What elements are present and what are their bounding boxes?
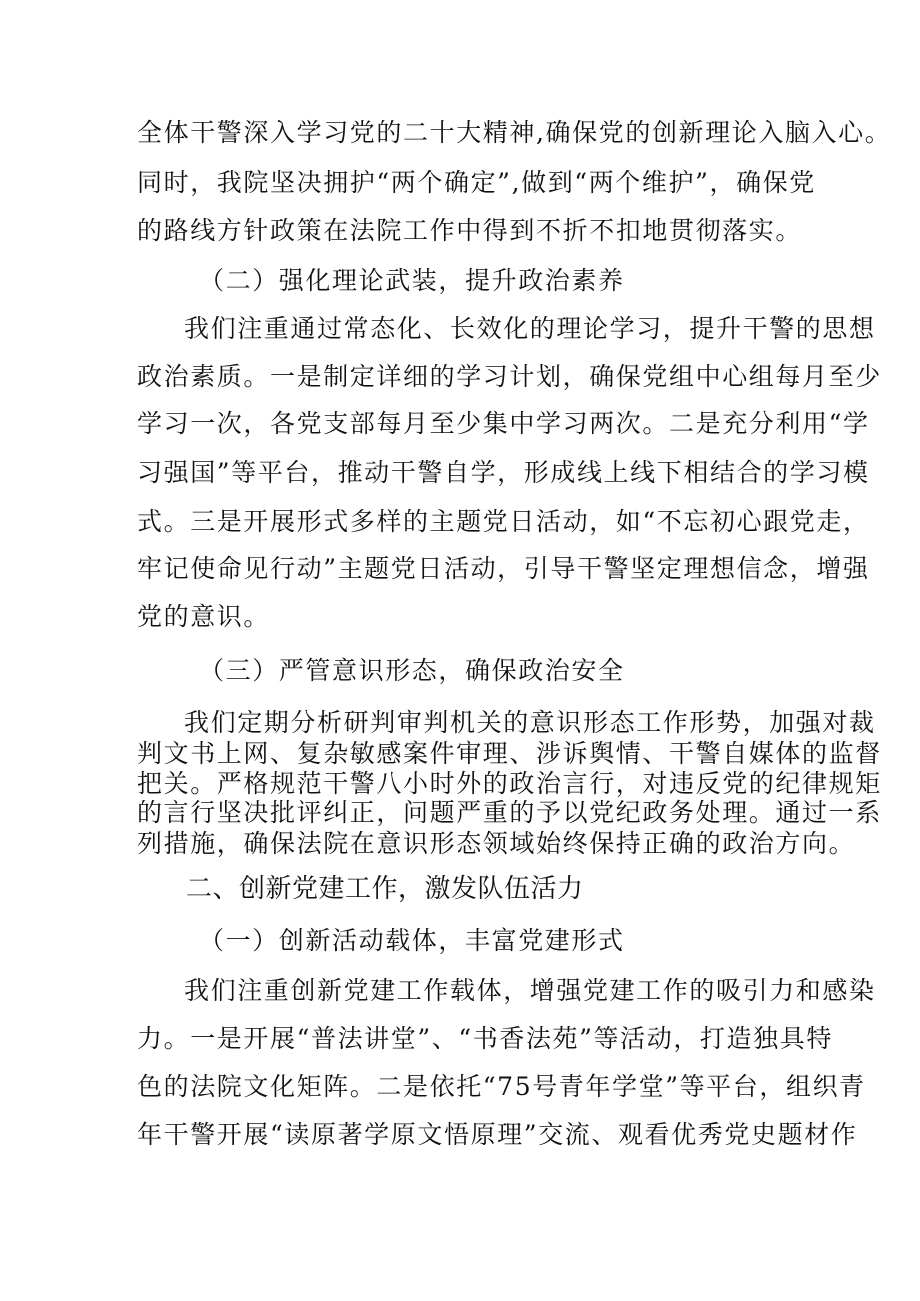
paragraph-line: 同时，我院坚决拥护“两个确定”,做到“两个维护”，确保党 <box>137 168 816 197</box>
paragraph-line: 习强国”等平台，推动干警自学，形成线上线下相结合的学习模 <box>137 458 870 487</box>
paragraph-line: 年干警开展“读原著学原文悟原理”交流、观看优秀党史题材作 <box>137 1120 858 1149</box>
subsection-heading: （一）创新活动载体，丰富党建形式 <box>199 926 625 955</box>
paragraph-line: 式。三是开展形式多样的主题党日活动，如“不忘初心跟党走， <box>137 507 870 536</box>
paragraph-line: 政治素质。一是制定详细的学习计划，确保党组中心组每月至少 <box>137 362 882 391</box>
subsection-heading: （二）强化理论武装，提升政治素养 <box>199 266 625 295</box>
paragraph-line: 色的法院文化矩阵。二是依托“75号青年学堂”等平台，组织青 <box>137 1072 866 1101</box>
paragraph-line: 把关。严格规范干警八小时外的政治言行，对违反党的纪律规矩 <box>137 769 882 798</box>
paragraph-line: 党的意识。 <box>137 602 271 631</box>
paragraph-line: 我们注重创新党建工作载体，增强党建工作的吸引力和感染 <box>184 976 876 1005</box>
paragraph-line: 列措施，确保法院在意识形态领域始终保持正确的政治方向。 <box>137 829 856 858</box>
section-heading: 二、创新党建工作，激发队伍活力 <box>186 874 584 904</box>
paragraph-line: 的路线方针政策在法院工作中得到不折不扣地贯彻落实。 <box>137 216 803 245</box>
paragraph-line: 判文书上网、复杂敏感案件审理、涉诉舆情、干警自媒体的监督 <box>137 739 882 768</box>
paragraph-line: 的言行坚决批评纠正，问题严重的予以党纪政务处理。通过一系 <box>137 798 882 827</box>
subsection-heading: （三）严管意识形态，确保政治安全 <box>199 656 625 685</box>
paragraph-line: 全体干警深入学习党的二十大精神,确保党的创新理论入脑入心。 <box>137 118 892 147</box>
paragraph-line: 牢记使命见行动”主题党日活动，引导干警坚定理想信念，增强 <box>137 554 870 583</box>
paragraph-line: 我们定期分析研判审判机关的意识形态工作形势，加强对裁 <box>184 708 876 737</box>
paragraph-line: 我们注重通过常态化、长效化的理论学习，提升干警的思想 <box>184 314 876 343</box>
paragraph-line: 学习一次，各党支部每月至少集中学习两次。二是充分利用“学 <box>137 409 870 438</box>
paragraph-line: 力。一是开展“普法讲堂”、“书香法苑”等活动，打造独具特 <box>137 1024 833 1053</box>
